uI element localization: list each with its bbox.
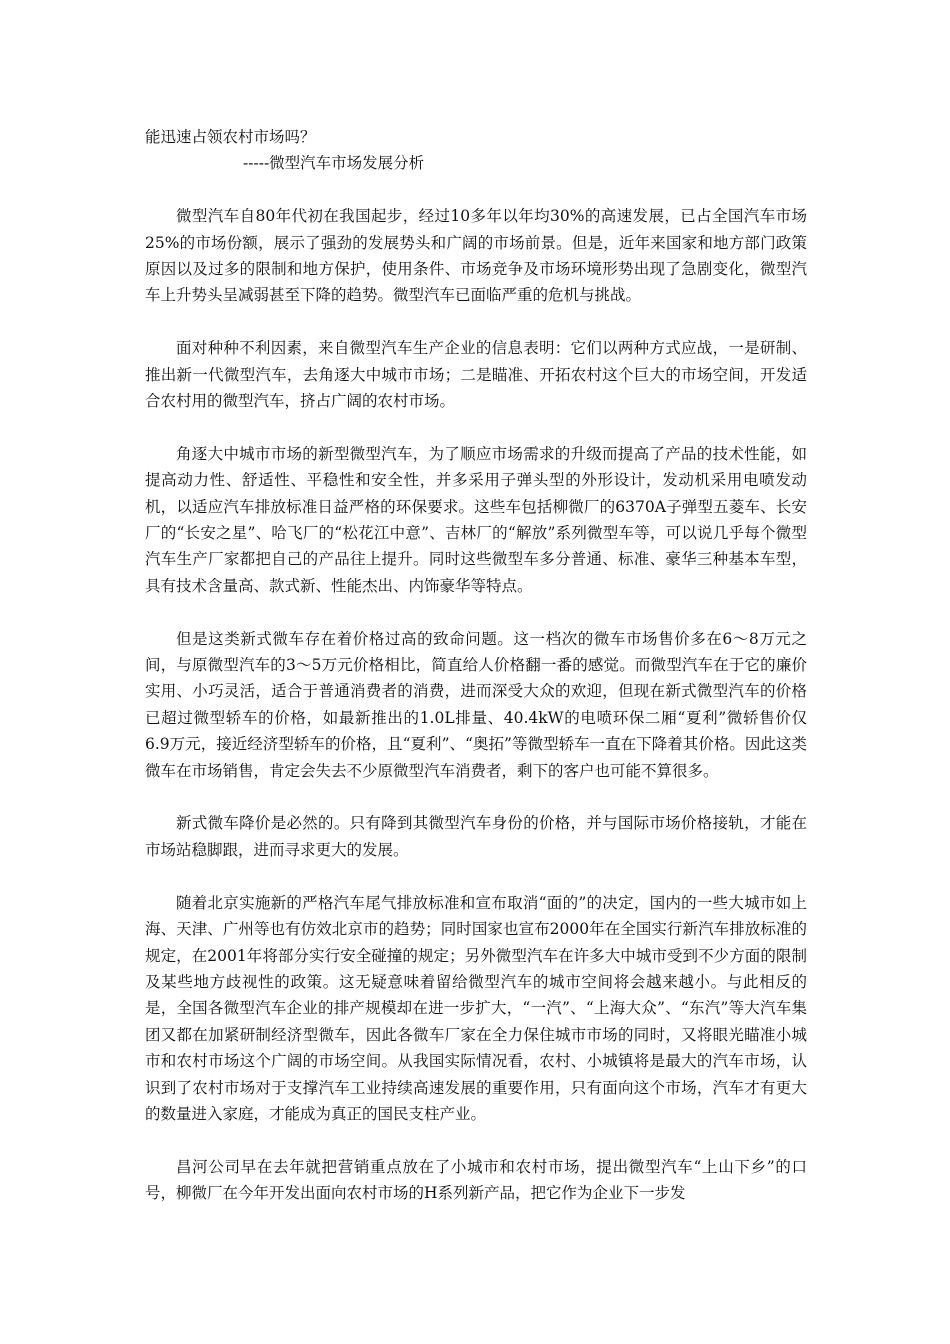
document-title: 能迅速占领农村市场吗？ [145, 128, 316, 146]
paragraph-7: 昌河公司早在去年就把营销重点放在了小城市和农村市场，提出微型汽车“上山下乡”的口号，柳微厂在今年开发出面向农村市场的H系列新产品，把它作为企业下一步发 [145, 1157, 807, 1203]
paragraph-1: 微型汽车自80年代初在我国起步，经过10多年以年均30%的高速发展，已占全国汽车市场25%的市场份额，展示了强劲的发展势头和广阔的市场前景。但是，近年来国家和地方部门政策原因以及过多的限制和地方保护，使用条件、市场竞争及市场环境形势出现了急剧变化，微型汽车上升势头呈减弱甚至下降的趋势。微型汽车已面临严重的危机与挑战。 [145, 207, 807, 305]
paragraph-2: 面对种种不利因素，来自微型汽车生产企业的信息表明：它们以两种方式应战，一是研制、推出新一代微型汽车，去角逐大中城市市场；二是瞄准、开拓农村这个巨大的市场空间，开发适合农村用的微型汽车，挤占广阔的农村市场。 [145, 339, 807, 411]
paragraph-4: 但是这类新式微车存在着价格过高的致命问题。这一档次的微车市场售价多在6～8万元之间，与原微型汽车的3～5万元价格相比，简直给人价格翻一番的感觉。而微型汽车在于它的廉价实用、小巧灵活，适合于普通消费者的消费，进而深受大众的欢迎，但现在新式微型汽车的价格已超过微型轿车的价格，如最新推出的1.0L排量、40.4kW的电喷环保二厢“夏利”微轿售价仅6.9万元，接近经济型轿车的价格，且“夏利”、“奥拓”等微型轿车一直在下降着其价格。因此这类微车在市场销售，肯定会失去不少原微型汽车消费者，剩下的客户也可能不算很多。 [145, 629, 807, 780]
document-subtitle: -----微型汽车市场发展分析 [243, 154, 425, 173]
document-body [145, 124, 807, 1233]
title-spacer [145, 177, 807, 203]
paragraph-6: 随着北京实施新的严格汽车尾气排放标准和宣布取消“面的”的决定，国内的一些大城市如上海、天津、广州等也有仿效北京市的趋势；同时国家也宣布2000年在全国实行新汽车排放标准的规定，在2001年将部分实行安全碰撞的规定；另外微型汽车在许多大中城市受到不少方面的限制及某些地方歧视性的政策。这无疑意味着留给微型汽车的城市空间将会越来越小。与此相反的是，全国各微型汽车企业的排产规模却在进一步扩大，“一汽”、“上海大众”、“东汽”等大汽车集团又都在加紧研制经济型微车，因此各微车厂家在全力保住城市市场的同时，又将眼光瞄准小城市和农村市场这个广阔的市场空间。从我国实际情况看，农村、小城镇将是最大的汽车市场，认识到了农村市场对于支撑汽车工业持续高速发展的重要作用，只有面向这个市场，汽车才有更大的数量进入家庭，才能成为真正的国民支柱产业。 [145, 893, 807, 1123]
paragraph-5: 新式微车降价是必然的。只有降到其微型汽车身份的价格，并与国际市场价格接轨，才能在市场站稳脚跟，进而寻求更大的发展。 [145, 814, 807, 859]
paragraph-3: 角逐大中城市市场的新型微型汽车，为了顺应市场需求的升级而提高了产品的技术性能，如提高动力性、舒适性、平稳性和安全性，并多采用子弹头型的外形设计，发动机采用电喷发动机，以适应汽车排放标准日益严格的环保要求。这些车包括柳微厂的6370A子弹型五菱车、长安厂的“长安之星”、哈飞厂的“松花江中意”、吉林厂的“解放”系列微型车等，可以说几乎每个微型汽车生产厂家都把自己的产品往上提升。同时这些微型车多分普通、标准、豪华三种基本车型，具有技术含量高、款式新、性能杰出、内饰豪华等特点。 [145, 444, 807, 595]
